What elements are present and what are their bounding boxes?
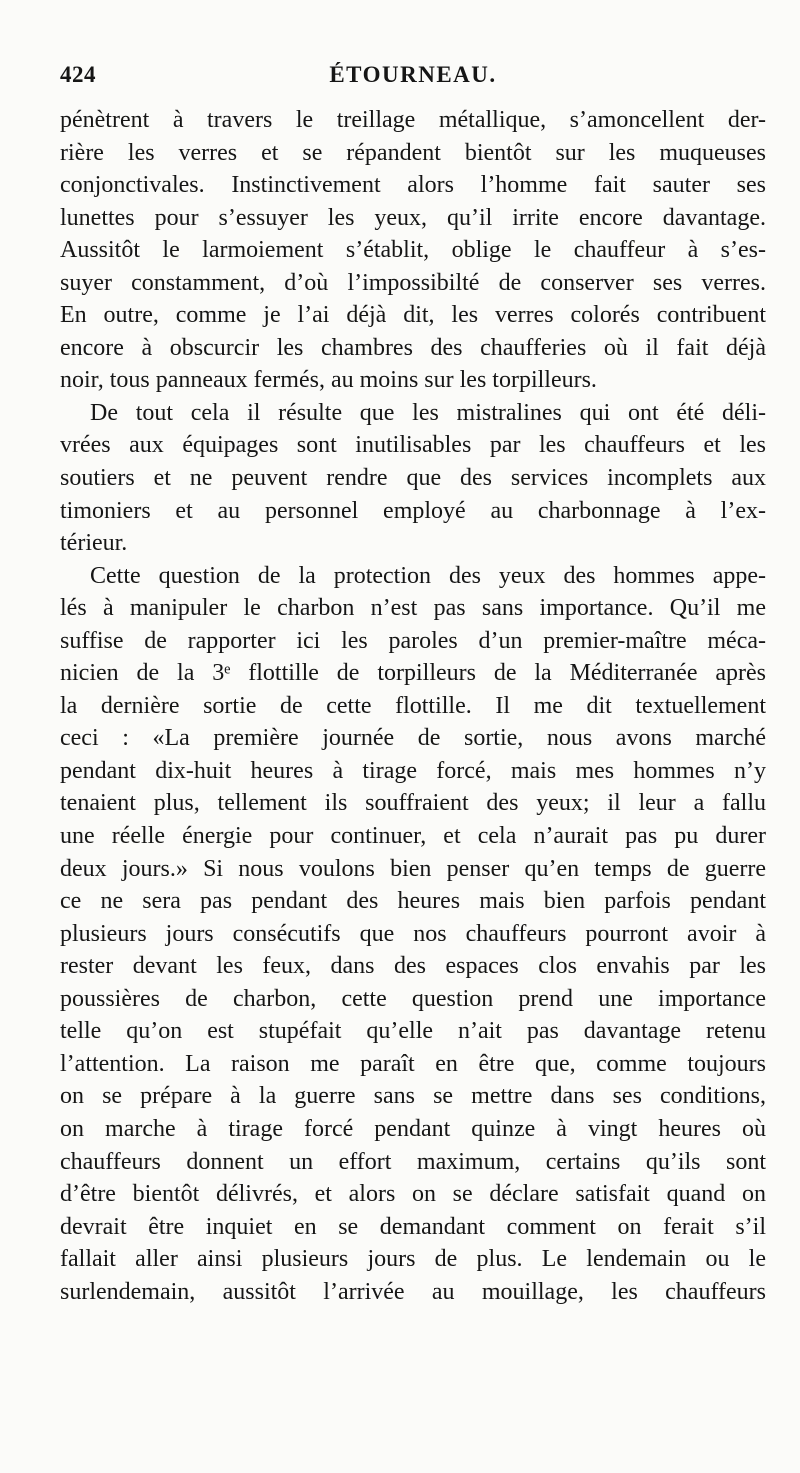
- text-line: soutiers et ne peuvent rendre que des services incomplets aux: [60, 465, 766, 492]
- text-line: chauffeurs donnent un effort maximum, certains qu’ils sont: [60, 1148, 766, 1175]
- text-line: De tout cela il résulte que les mistralines qui ont été déli-: [90, 399, 766, 426]
- text-line: rester devant les feux, dans des espaces clos envahis par les: [60, 953, 766, 980]
- text-line: ceci : «La première journée de sortie, nous avons marché: [60, 725, 766, 752]
- text-line: lés à manipuler le charbon n’est pas sans importance. Qu’il me: [60, 595, 766, 622]
- text-line: on se prépare à la guerre sans se mettre dans ses conditions,: [60, 1083, 766, 1110]
- text-line: térieur.: [60, 530, 128, 557]
- text-line: poussières de charbon, cette question prend une importance: [60, 985, 766, 1012]
- text-line: une réelle énergie pour continuer, et cela n’aurait pas pu durer: [60, 823, 766, 850]
- text-line: Cette question de la protection des yeux des hommes appe-: [90, 562, 766, 589]
- text-line: tenaient plus, tellement ils souffraient des yeux; il leur a fallu: [60, 790, 766, 817]
- text-line: devrait être inquiet en se demandant comment on ferait s’il: [60, 1213, 766, 1240]
- text-line: on marche à tirage forcé pendant quinze à vingt heures où: [60, 1115, 766, 1142]
- page-header: [60, 62, 766, 92]
- text-line: d’être bientôt délivrés, et alors on se déclare satisfait quand on: [60, 1181, 766, 1208]
- text-line: fallait aller ainsi plusieurs jours de plus. Le lendemain ou le: [60, 1246, 766, 1273]
- text-line: plusieurs jours consécutifs que nos chauffeurs pourront avoir à: [60, 920, 766, 947]
- text-line: nicien de la 3ᵉ flottille de torpilleurs de la Méditerranée après: [60, 660, 766, 687]
- page-number: 424: [60, 62, 96, 87]
- text-line: Aussitôt le larmoiement s’établit, oblige le chauffeur à s’es-: [60, 237, 766, 264]
- text-line: pendant dix-huit heures à tirage forcé, mais mes hommes n’y: [60, 757, 766, 784]
- text-line: telle qu’on est stupéfait qu’elle n’ait pas davantage retenu: [60, 1018, 766, 1045]
- text-line: conjonctivales. Instinctivement alors l’homme fait sauter ses: [60, 172, 766, 199]
- text-line: pénètrent à travers le treillage métallique, s’amoncellent der-: [60, 107, 766, 133]
- text-line: lunettes pour s’essuyer les yeux, qu’il irrite encore davantage.: [60, 204, 766, 231]
- body-text: [60, 104, 766, 1308]
- text-line: encore à obscurcir les chambres des chaufferies où il fait déjà: [60, 334, 766, 361]
- running-title: ÉTOURNEAU.: [329, 62, 497, 87]
- text-line: ce ne sera pas pendant des heures mais bien parfois pendant: [60, 888, 766, 915]
- text-line: la dernière sortie de cette flottille. Il me dit textuellement: [60, 692, 766, 719]
- text-line: En outre, comme je l’ai déjà dit, les verres colorés contribuent: [60, 302, 766, 329]
- text-line: noir, tous panneaux fermés, au moins sur les torpilleurs.: [60, 367, 597, 394]
- text-line: suffise de rapporter ici les paroles d’un premier-maître méca-: [60, 627, 766, 654]
- text-line: l’attention. La raison me paraît en être que, comme toujours: [60, 1050, 766, 1077]
- text-line: timoniers et au personnel employé au charbonnage à l’ex-: [60, 497, 766, 524]
- text-line: surlendemain, aussitôt l’arrivée au mouillage, les chauffeurs: [60, 1278, 766, 1305]
- text-line: suyer constamment, d’où l’impossibilté de conserver ses verres.: [60, 269, 766, 296]
- text-line: deux jours.» Si nous voulons bien penser qu’en temps de guerre: [60, 855, 766, 882]
- text-line: vrées aux équipages sont inutilisables par les chauffeurs et les: [60, 432, 766, 459]
- text-line: rière les verres et se répandent bientôt sur les muqueuses: [60, 139, 766, 166]
